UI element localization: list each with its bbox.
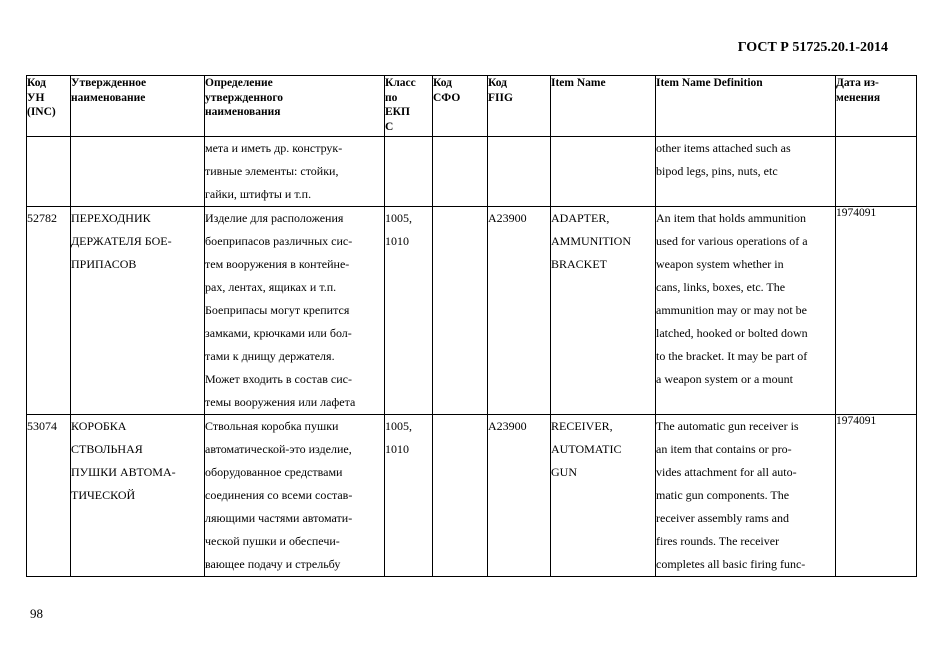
cell-sfo-code [433,415,488,577]
cell-fiig-code [488,137,551,207]
cell-text-line: ADAPTER, [551,211,610,225]
cell-code [27,415,71,577]
cell-text-line: ДЕРЖАТЕЛЯ БОЕ- [71,234,172,248]
header-text-line: FIIG [488,91,513,104]
cell-definition [205,207,385,415]
cell-item-name [551,207,656,415]
cell-text-line: Боеприпасы могут крепится [205,303,350,317]
cell-text-line: рах, лентах, ящиках и т.п. [205,280,337,294]
header-definition [205,76,385,137]
header-text-line: Item Name Definition [656,77,763,89]
cell-class [385,207,433,415]
cell-text-line: ляющими частями автомати- [205,511,353,525]
header-text-line: Дата из- [836,77,879,89]
cell-text-line: Может входить в состав сис- [205,372,352,386]
cell-text-line: автоматической-это изделие, [205,442,352,456]
cell-change-date [836,207,917,415]
cell-code [27,137,71,207]
cell-item-name [551,415,656,577]
cell-text-line: an item that contains or pro- [656,442,792,456]
header-text-line: Код [488,77,508,89]
header-change-date [836,76,917,137]
header-text-line: менения [836,91,881,104]
header-item-name-definition [656,76,836,137]
table-row [27,207,917,415]
cell-text-line: ПЕРЕХОДНИК [71,211,151,225]
cell-text-line: ческой пушки и обеспечи- [205,534,340,548]
cell-text-line: ПУШКИ АВТОМА- [71,465,176,479]
cell-sfo-code [433,137,488,207]
cell-text-line: гайки, штифты и т.п. [205,187,312,201]
header-text-line: СФО [433,91,461,104]
cell-text-line: оборудованное средствами [205,465,343,479]
cell-text-line: Изделие для расположения [205,211,344,225]
cell-fiig-code [488,415,551,577]
cell-code [27,207,71,415]
cell-text-line: cans, links, boxes, etc. The [656,280,786,294]
cell-text-line: AUTOMATIC [551,442,622,456]
cell-text-line: соединения со всеми состав- [205,488,353,502]
cell-text-line: темы вооружения или лафета [205,395,356,409]
cell-text-line: weapon system whether in [656,257,784,271]
cell-text-line: вающее подачу и стрельбу [205,557,341,571]
cell-text-line: receiver assembly rams and [656,511,789,525]
cell-item-definition [656,137,836,207]
header-approved-name [71,76,205,137]
cell-text-line: замками, крючками или бол- [205,326,352,340]
cell-text-line: 1974091 [836,415,877,427]
header-item-name [551,76,656,137]
cell-text-line: КОРОБКА [71,419,127,433]
header-text-line: Код [27,77,47,89]
cell-change-date [836,415,917,577]
cell-text-line: A23900 [488,419,527,433]
cell-approved-name [71,137,205,207]
cell-text-line: to the bracket. It may be part of [656,349,808,363]
cell-text-line: 53074 [27,419,57,433]
cell-item-name [551,137,656,207]
header-text-line: Класс [385,77,416,89]
cell-text-line: latched, hooked or bolted down [656,326,808,340]
header-text-line: утвержденного [205,91,284,104]
cell-item-definition [656,415,836,577]
header-text-line: наименования [205,106,281,118]
header-fiig-code [488,76,551,137]
cell-change-date [836,137,917,207]
cell-text-line: completes all basic firing func- [656,557,806,571]
cell-text-line: An item that holds ammunition [656,211,806,225]
cell-text-line: A23900 [488,211,527,225]
cell-definition [205,137,385,207]
document-title: ГОСТ Р 51725.20.1-2014 [737,40,888,55]
cell-text-line: GUN [551,465,577,479]
cell-text-line: AMMUNITION [551,234,631,248]
cell-text-line: used for various operations of a [656,234,808,248]
header-text-line: УН [27,91,45,104]
cell-text-line: тами к днищу держателя. [205,349,335,363]
header-text-line: наименование [71,91,146,104]
cell-text-line: 1005, [385,419,412,433]
table-body [27,137,917,577]
header-text-line: Код [433,77,453,89]
cell-text-line: 1005, [385,211,412,225]
header-text-line: Утвержденное [71,77,147,89]
cell-text-line: мета и иметь др. конструк- [205,141,343,155]
catalog-table [26,75,917,577]
cell-text-line: тем вооружения в контейне- [205,257,350,271]
cell-text-line: СТВОЛЬНАЯ [71,442,143,456]
table-header-row [27,76,917,137]
cell-text-line: RECEIVER, [551,419,613,433]
cell-approved-name [71,415,205,577]
cell-text-line: BRACKET [551,257,608,271]
cell-item-definition [656,207,836,415]
cell-class [385,415,433,577]
header-sfo-code [433,76,488,137]
header-text-line: Item Name [551,77,606,89]
cell-text-line: The automatic gun receiver is [656,419,799,433]
header-code-inc [27,76,71,137]
table-row [27,137,917,207]
cell-text-line: bipod legs, pins, nuts, etc [656,164,778,178]
cell-text-line: other items attached such as [656,141,791,155]
cell-text-line: 1974091 [836,207,877,219]
header-text-line: по [385,91,398,104]
header-text-line: ЕКП [385,106,410,118]
cell-text-line: matic gun components. The [656,488,790,502]
header-text-line: Определение [205,77,273,89]
cell-text-line: тивные элементы: стойки, [205,164,339,178]
header-text-line: С [385,120,394,133]
cell-text-line: 1010 [385,442,409,456]
header-class [385,76,433,137]
cell-text-line: a weapon system or a mount [656,372,793,386]
cell-text-line: ПРИПАСОВ [71,257,137,271]
header-text-line: (INC) [27,106,56,118]
cell-text-line: боеприпасов различных сис- [205,234,353,248]
cell-text-line: ТИЧЕСКОЙ [71,488,136,502]
cell-approved-name [71,207,205,415]
cell-sfo-code [433,207,488,415]
cell-class [385,137,433,207]
cell-text-line: 1010 [385,234,409,248]
cell-fiig-code [488,207,551,415]
cell-text-line: vides attachment for all auto- [656,465,797,479]
page-number: 98 [30,606,43,621]
table-row [27,415,917,577]
cell-text-line: Ствольная коробка пушки [205,419,339,433]
cell-text-line: ammunition may or may not be [656,303,807,317]
cell-definition [205,415,385,577]
cell-text-line: fires rounds. The receiver [656,534,780,548]
cell-text-line: 52782 [27,211,57,225]
